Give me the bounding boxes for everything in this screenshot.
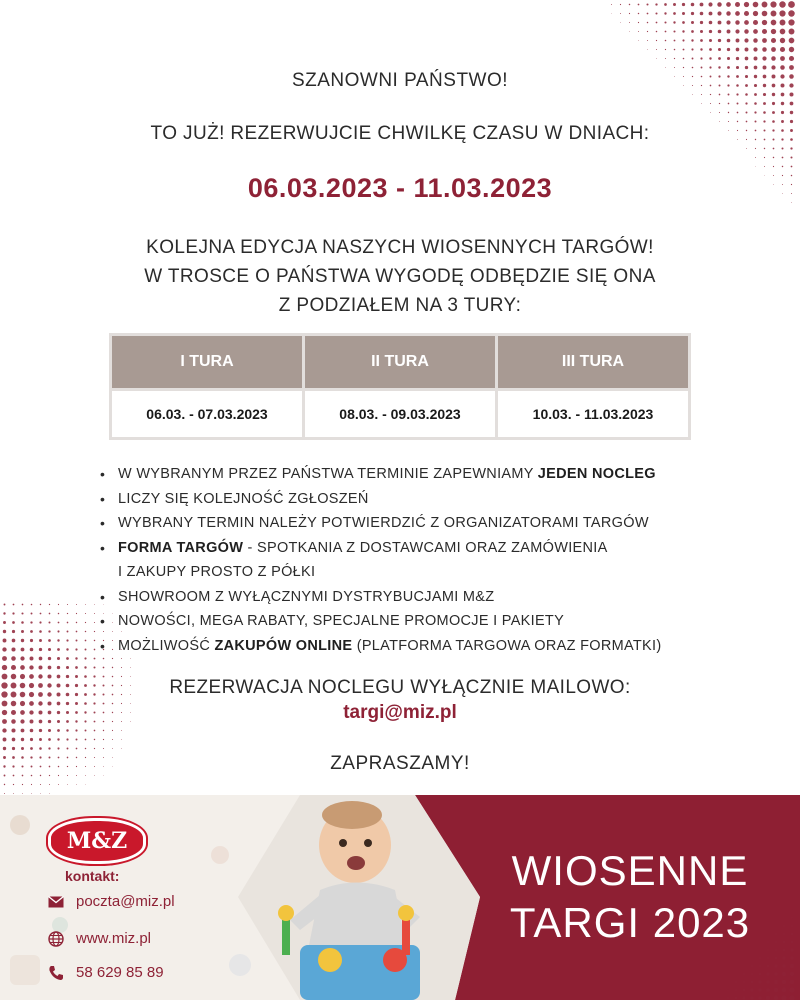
info-bullet-item — [100, 585, 780, 610]
contact-phone[interactable] — [48, 964, 164, 981]
intro-text — [0, 233, 800, 320]
logo-text: M&Z — [66, 828, 128, 854]
tura-header: II TURA — [304, 335, 497, 390]
tura-dates: 08.03. - 09.03.2023 — [304, 390, 497, 439]
phone-icon — [48, 965, 64, 981]
envelope-icon — [48, 894, 64, 910]
bullet-dot: • — [100, 466, 106, 482]
globe-icon — [48, 931, 64, 947]
bullet-dot: • — [100, 515, 106, 531]
event-title-line: TARGI 2023 — [509, 899, 751, 946]
bullet-text: (PLATFORMA TARGOWA ORAZ FORMATKI) — [352, 637, 662, 654]
bullet-text: I ZAKUPY PROSTO Z PÓŁKI — [118, 564, 316, 580]
bullet-text: W WYBRANYM PRZEZ PAŃSTWA TERMINIE ZAPEWNIAMY — [118, 466, 538, 482]
contact-website-text: www.miz.pl — [76, 930, 152, 947]
info-bullet-item — [100, 487, 780, 512]
info-bullet-item — [100, 511, 780, 536]
bullet-bold-text: JEDEN NOCLEG — [537, 466, 656, 482]
bullet-text: - SPOTKANIA Z DOSTAWCAMI ORAZ ZAMÓWIENIA — [243, 539, 608, 556]
bullet-text: LICZY SIĘ KOLEJNOŚĆ ZGŁOSZEŃ — [118, 490, 369, 507]
company-logo — [48, 818, 146, 864]
contact-email-text: poczta@miz.pl — [76, 893, 175, 910]
bullet-text: MOŻLIWOŚĆ — [118, 637, 215, 654]
tura-dates: 06.03. - 07.03.2023 — [111, 390, 304, 439]
intro-line: W TROSCE O PAŃSTWA WYGODĘ ODBĘDZIE SIĘ ONA — [144, 266, 656, 287]
tura-header: I TURA — [111, 335, 304, 390]
info-bullet-item — [100, 634, 780, 659]
info-bullet-item — [100, 462, 780, 487]
event-title-line: WIOSENNE — [511, 847, 749, 894]
info-bullet-item — [100, 560, 780, 585]
contact-email[interactable] — [48, 893, 175, 910]
bullet-dot: • — [100, 539, 106, 556]
bullet-bold-text: ZAKUPÓW ONLINE — [214, 637, 353, 654]
bullet-text: SHOWROOM Z WYŁĄCZNYMI DYSTRYBUCJAMI M&Z — [118, 588, 495, 605]
contact-phone-text: 58 629 85 89 — [76, 964, 164, 981]
event-title — [480, 845, 780, 949]
bullet-dot: • — [100, 613, 106, 629]
bullet-dot: • — [100, 637, 106, 654]
bullet-bold-text: FORMA TARGÓW — [118, 539, 244, 556]
bullet-dot: • — [100, 588, 106, 605]
booking-email-link[interactable]: targi@miz.pl — [343, 702, 457, 723]
info-bullet-item — [100, 536, 780, 561]
bullet-text: WYBRANY TERMIN NALEŻY POTWIERDZIĆ Z ORGANIZATORAMI TARGÓW — [118, 515, 649, 531]
info-bullet-list — [100, 462, 780, 658]
intro-line: Z PODZIAŁEM NA 3 TURY: — [278, 295, 522, 316]
date-range: 06.03.2023 - 11.03.2023 — [247, 173, 553, 203]
contact-label: kontakt: — [65, 868, 120, 884]
closing-text: ZAPRASZAMY! — [330, 753, 470, 774]
bullet-text: NOWOŚCI, MEGA RABATY, SPECJALNE PROMOCJE I PAKIETY — [118, 613, 565, 629]
intro-line: KOLEJNA EDYCJA NASZYCH WIOSENNYCH TARGÓW! — [146, 237, 654, 258]
info-bullet-item — [100, 609, 780, 634]
greeting: SZANOWNI PAŃSTWO! — [291, 70, 509, 91]
tura-dates: 10.03. - 11.03.2023 — [497, 390, 690, 439]
tura-header: III TURA — [497, 335, 690, 390]
contact-website[interactable] — [48, 930, 151, 947]
reserve-line: TO JUŻ! REZERWUJCIE CHWILKĘ CZASU W DNIACH: — [150, 123, 650, 144]
booking-info: REZERWACJA NOCLEGU WYŁĄCZNIE MAILOWO: — [169, 677, 631, 698]
bullet-dot: • — [100, 490, 106, 507]
tury-table — [109, 333, 691, 440]
